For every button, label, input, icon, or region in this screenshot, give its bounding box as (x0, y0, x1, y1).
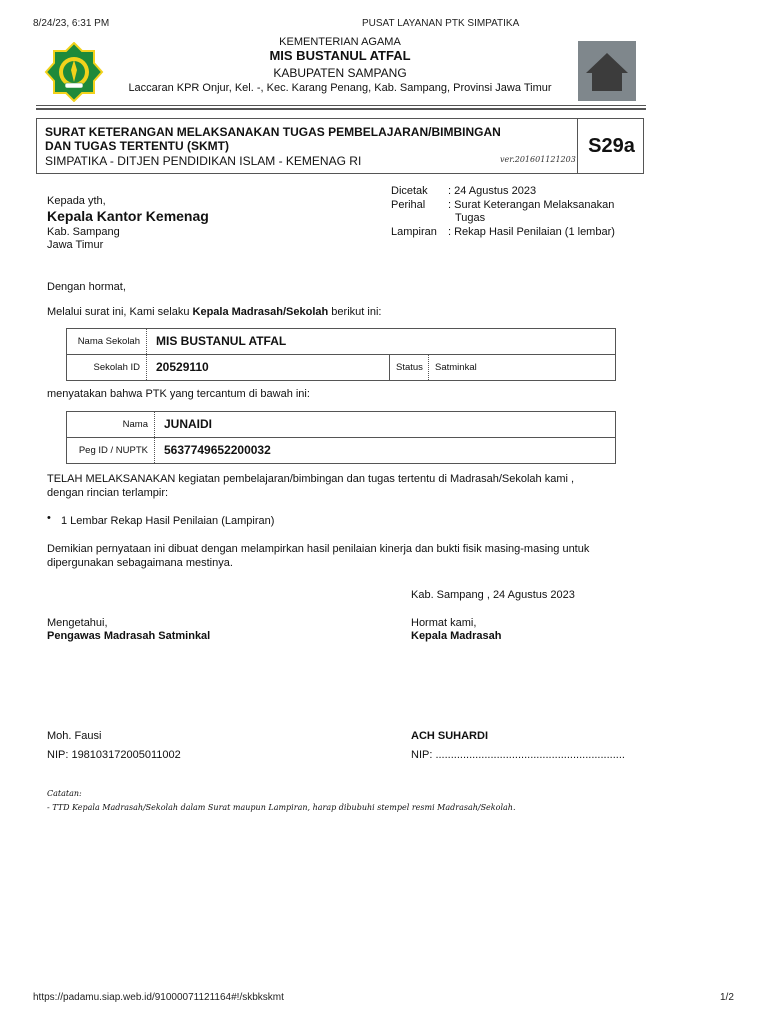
title-box (36, 118, 644, 174)
header-address: Laccaran KPR Onjur, Kel. -, Kec. Karang Penang, Kab. Sampang, Provinsi Jawa Timur (128, 82, 552, 94)
header-rule-top (36, 105, 646, 106)
recipient-name: Kepala Kantor Kemenag (47, 208, 209, 224)
lampiran-value: : Rekap Hasil Penilaian (1 lembar) (448, 226, 615, 238)
status-label: Status (389, 355, 429, 380)
print-url: https://padamu.siap.web.id/91000071121164#!/skbkskmt (33, 992, 284, 1003)
recipient-greeting: Kepada yth, (47, 195, 106, 207)
done-line-2: dengan rincian terlampir: (47, 487, 169, 499)
perihal-value-1: : Surat Keterangan Melaksanakan (448, 199, 615, 211)
form-code: S29a (577, 119, 645, 173)
ptk-peg-row (67, 437, 615, 463)
school-id-value: 20529110 (156, 360, 209, 374)
header-school: MIS BUSTANUL ATFAL (269, 48, 411, 63)
right-sign-role: Kepala Madrasah (411, 630, 502, 642)
perihal-value-2: Tugas (455, 212, 486, 224)
dicetak-value: : 24 Agustus 2023 (448, 185, 537, 197)
salutation: Dengan hormat, (47, 281, 126, 293)
recipient-line2: Jawa Timur (47, 239, 104, 251)
ptk-name-value: JUNAIDI (164, 417, 213, 431)
bullet-icon: • (47, 512, 51, 524)
print-datetime: 8/24/23, 6:31 PM (33, 18, 110, 29)
title-line1: SURAT KETERANGAN MELAKSANAKAN TUGAS PEMBELAJARAN/BIMBINGAN (45, 125, 501, 139)
school-id-label: Sekolah ID (67, 355, 147, 380)
school-name-value: MIS BUSTANUL ATFAL (156, 334, 287, 348)
ptk-name-row (67, 412, 615, 437)
perihal-label: Perihal (391, 199, 426, 211)
recipient-line1: Kab. Sampang (47, 226, 120, 238)
school-name-row (67, 329, 615, 354)
intro-post: berikut ini: (328, 306, 382, 318)
left-sign-title: Mengetahui, (47, 617, 108, 629)
print-page-title: PUSAT LAYANAN PTK SIMPATIKA (362, 18, 520, 29)
intro-pre: Melalui surat ini, Kami selaku (47, 306, 193, 318)
closing-line-2: dipergunakan sebagaimana mestinya. (47, 557, 233, 569)
done-line-1: TELAH MELAKSANAKAN kegiatan pembelajaran/bimbingan dan tugas tertentu di Madrasah/Sekolah kami , (47, 473, 575, 485)
notes-label: Catatan: (47, 789, 82, 798)
ptk-peg-label: Peg ID / NUPTK (67, 438, 155, 463)
intro-text (47, 306, 381, 318)
right-sign-nip: NIP: .............................................................. (411, 749, 625, 761)
place-date: Kab. Sampang , 24 Agustus 2023 (411, 589, 575, 601)
school-id-row (67, 354, 615, 380)
ptk-name-label: Nama (67, 412, 155, 437)
school-name-label: Nama Sekolah (67, 329, 147, 354)
status-value: Satminkal (435, 362, 477, 373)
print-page-number: 1/2 (720, 992, 734, 1003)
header-district: KABUPATEN SAMPANG (273, 66, 407, 80)
right-sign-name: ACH SUHARDI (411, 730, 488, 742)
title-line2: DAN TUGAS TERTENTU (SKMT) (45, 139, 229, 153)
right-sign-title: Hormat kami, (411, 617, 477, 629)
photo-placeholder (578, 41, 636, 101)
header-ministry: KEMENTERIAN AGAMA (279, 36, 401, 48)
notes-text: - TTD Kepala Madrasah/Sekolah dalam Surat maupun Lampiran, harap dibubuhi stempel resmi Madrasah/Sekolah. (47, 803, 516, 812)
ptk-table (66, 411, 616, 464)
lampiran-label: Lampiran (391, 226, 437, 238)
title-subtitle: SIMPATIKA - DITJEN PENDIDIKAN ISLAM - KEMENAG RI (45, 154, 362, 168)
left-sign-name: Moh. Fausi (47, 730, 102, 742)
left-sign-nip: NIP: 198103172005011002 (47, 749, 181, 761)
closing-line-1: Demikian pernyataan ini dibuat dengan melampirkan hasil penilaian kinerja dan bukti fisik masing-masing untuk (47, 543, 590, 555)
left-sign-role: Pengawas Madrasah Satminkal (47, 630, 211, 642)
intro-bold: Kepala Madrasah/Sekolah (192, 306, 329, 318)
version-text: ver.201601121203 (500, 155, 576, 164)
school-table (66, 328, 616, 381)
ptk-peg-value: 5637749652200032 (164, 443, 271, 457)
dicetak-label: Dicetak (391, 185, 428, 197)
states-text: menyatakan bahwa PTK yang tercantum di bawah ini: (47, 388, 310, 400)
header-rule-bottom (36, 108, 646, 110)
attachment-item: 1 Lembar Rekap Hasil Penilaian (Lampiran) (61, 515, 275, 527)
